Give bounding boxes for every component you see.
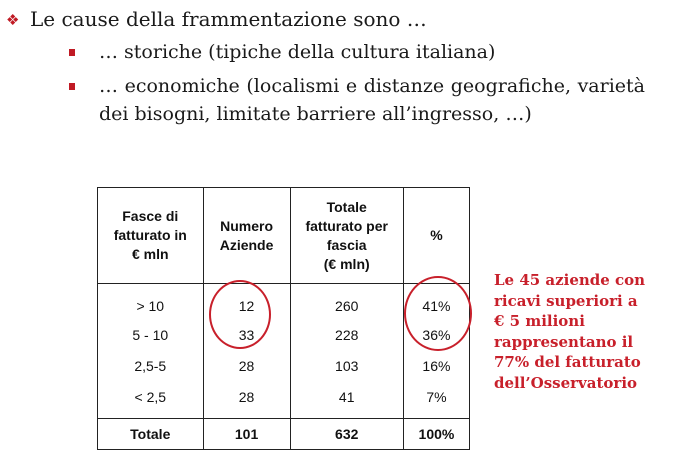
callout-line: 77% del fatturato: [494, 353, 641, 371]
total-aziende: 101: [203, 419, 290, 450]
sub-bullet-text: … economiche (localismi e distanze geografiche, varietà dei bisogni, limitate barriere all’ingresso, …): [99, 75, 645, 125]
table-row: [98, 381, 470, 419]
sub-bullet-text: … storiche (tipiche della cultura italiana): [99, 41, 496, 63]
table-total-row: [98, 419, 470, 450]
cell-fascia: > 10: [98, 284, 204, 320]
cell-fatturato: 228: [290, 319, 403, 350]
cell-percent: 7%: [403, 381, 469, 419]
total-label: Totale: [98, 419, 204, 450]
cell-fatturato: 260: [290, 284, 403, 320]
header-percent: %: [403, 188, 469, 284]
cell-percent: 41%: [403, 284, 469, 320]
cell-aziende: 12: [203, 284, 290, 320]
header-totale-fatturato: Totale fatturato per fascia (€ mln): [290, 188, 403, 284]
header-fasce: Fasce di fatturato in € mln: [98, 188, 204, 284]
bullet-list: [0, 0, 700, 150]
fatturato-table: [97, 187, 470, 450]
callout-line: ricavi superiori a: [494, 291, 638, 310]
callout-line: dell’Osservatorio: [494, 373, 638, 392]
cell-percent: 36%: [403, 319, 469, 350]
cell-fascia: 5 - 10: [98, 319, 204, 350]
cell-aziende: 28: [203, 350, 290, 381]
callout-line: € 5 milioni: [494, 312, 585, 330]
table-row: [98, 319, 470, 350]
header-numero-aziende: Numero Aziende: [203, 188, 290, 284]
cell-fascia: 2,5-5: [98, 350, 204, 381]
table-header-row: [98, 188, 470, 284]
bullet-main: [6, 6, 427, 32]
cell-aziende: 33: [203, 319, 290, 350]
bullet-main-text: Le cause della frammentazione sono …: [30, 7, 427, 31]
callout-line: Le 45 aziende con: [494, 271, 646, 289]
cell-fascia: < 2,5: [98, 381, 204, 419]
sub-bullet-storiche: [99, 38, 495, 66]
table-row: [98, 350, 470, 381]
cell-aziende: 28: [203, 381, 290, 419]
callout-note: [494, 270, 694, 393]
square-bullet-icon: [69, 49, 75, 56]
total-percent: 100%: [403, 419, 469, 450]
sub-bullet-economiche: [99, 72, 645, 128]
table-row: [98, 284, 470, 320]
diamond-bullet-icon: ❖: [6, 11, 20, 29]
total-fatturato: 632: [290, 419, 403, 450]
cell-percent: 16%: [403, 350, 469, 381]
callout-line: rappresentano il: [494, 332, 634, 351]
cell-fatturato: 103: [290, 350, 403, 381]
square-bullet-icon: [69, 83, 75, 90]
cell-fatturato: 41: [290, 381, 403, 419]
